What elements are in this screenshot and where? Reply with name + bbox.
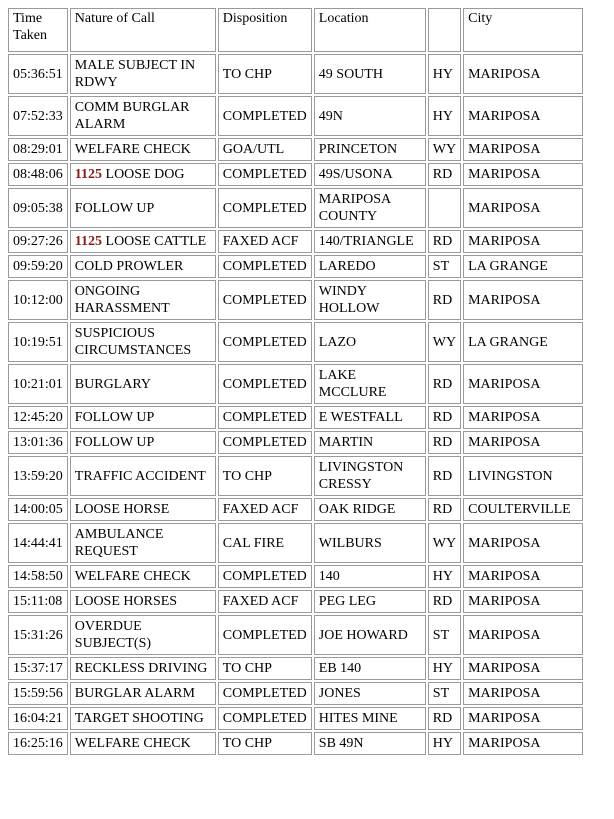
cell-city: MARIPOSA: [463, 657, 583, 680]
table-row: [8, 707, 583, 730]
nature-text: COLD PROWLER: [74, 259, 184, 274]
nature-text: TARGET SHOOTING: [74, 711, 204, 726]
cell-disposition: COMPLETED: [218, 615, 312, 655]
cell-street-type: HY: [428, 96, 461, 136]
table-row: [8, 406, 583, 429]
cell-city: MARIPOSA: [463, 406, 583, 429]
cell-disposition: FAXED ACF: [218, 590, 312, 613]
table-row: [8, 565, 583, 588]
cell-location: 140: [314, 565, 426, 588]
nature-text: FOLLOW UP: [74, 435, 155, 450]
table-row: [8, 255, 583, 278]
nature-text: MALE SUBJECT IN RDWY: [74, 58, 196, 90]
cell-nature: [70, 498, 216, 521]
table-row: [8, 138, 583, 161]
cell-time: 10:21:01: [8, 364, 68, 404]
cell-street-type: RD: [428, 364, 461, 404]
cell-city: MARIPOSA: [463, 682, 583, 705]
table-row: [8, 732, 583, 755]
nature-text: BURGLAR ALARM: [74, 686, 195, 701]
cell-time: 14:44:41: [8, 523, 68, 563]
cell-disposition: COMPLETED: [218, 406, 312, 429]
nature-text: WELFARE CHECK: [74, 142, 191, 157]
cell-disposition: COMPLETED: [218, 707, 312, 730]
nature-text: LOOSE HORSES: [74, 594, 178, 609]
table-row: [8, 188, 583, 228]
nature-text: BURGLARY: [74, 376, 152, 392]
cell-street-type: ST: [428, 615, 461, 655]
table-row: [8, 230, 583, 253]
cell-city: MARIPOSA: [463, 523, 583, 563]
cell-nature: [70, 322, 216, 362]
cell-location: OAK RIDGE: [314, 498, 426, 521]
cell-street-type: RD: [428, 498, 461, 521]
header-street-type: [428, 8, 461, 52]
cell-nature: [70, 255, 216, 278]
cell-street-type: RD: [428, 431, 461, 454]
table-row: [8, 322, 583, 362]
cell-disposition: TO CHP: [218, 456, 312, 496]
table-row: [8, 96, 583, 136]
cell-location: 49 SOUTH: [314, 54, 426, 94]
header-city: City: [463, 8, 583, 52]
cell-time: 15:11:08: [8, 590, 68, 613]
cell-location: E WESTFALL: [314, 406, 426, 429]
cell-time: 13:01:36: [8, 431, 68, 454]
cell-time: 14:58:50: [8, 565, 68, 588]
cell-time: 15:31:26: [8, 615, 68, 655]
cell-disposition: COMPLETED: [218, 163, 312, 186]
nature-text: FOLLOW UP: [74, 410, 155, 425]
cell-disposition: TO CHP: [218, 732, 312, 755]
cell-street-type: HY: [428, 54, 461, 94]
cell-city: LA GRANGE: [463, 322, 583, 362]
cell-disposition: TO CHP: [218, 54, 312, 94]
cell-street-type: ST: [428, 255, 461, 278]
cell-nature: [70, 615, 216, 655]
cell-time: 10:19:51: [8, 322, 68, 362]
cell-city: MARIPOSA: [463, 707, 583, 730]
header-row: [8, 8, 583, 52]
header-nature: Nature of Call: [70, 8, 216, 52]
cell-location: 49N: [314, 96, 426, 136]
cell-location: JONES: [314, 682, 426, 705]
cell-disposition: COMPLETED: [218, 280, 312, 320]
nature-text: COMM BURGLAR ALARM: [74, 100, 190, 132]
cell-nature: [70, 657, 216, 680]
call-log-table: [6, 6, 585, 757]
cell-disposition: COMPLETED: [218, 364, 312, 404]
cell-street-type: ST: [428, 682, 461, 705]
nature-text: AMBULANCE REQUEST: [74, 527, 164, 559]
nature-text: WELFARE CHECK: [74, 569, 191, 584]
cell-nature: [70, 364, 216, 404]
cell-disposition: CAL FIRE: [218, 523, 312, 563]
cell-time: 10:12:00: [8, 280, 68, 320]
cell-time: 15:59:56: [8, 682, 68, 705]
cell-location: 140/TRIANGLE: [314, 230, 426, 253]
cell-city: LA GRANGE: [463, 255, 583, 278]
cell-nature: [70, 188, 216, 228]
cell-nature: [70, 230, 216, 253]
cell-nature: [70, 54, 216, 94]
cell-disposition: FAXED ACF: [218, 498, 312, 521]
cell-street-type: HY: [428, 657, 461, 680]
cell-nature: [70, 280, 216, 320]
cell-location: MARTIN: [314, 431, 426, 454]
cell-time: 15:37:17: [8, 657, 68, 680]
cell-nature: [70, 523, 216, 563]
cell-street-type: RD: [428, 456, 461, 496]
call-code: 1125: [74, 234, 103, 249]
cell-city: MARIPOSA: [463, 280, 583, 320]
cell-time: 16:04:21: [8, 707, 68, 730]
cell-street-type: [428, 188, 461, 228]
table-row: [8, 523, 583, 563]
cell-city: MARIPOSA: [463, 565, 583, 588]
cell-disposition: COMPLETED: [218, 96, 312, 136]
cell-nature: [70, 163, 216, 186]
cell-street-type: RD: [428, 230, 461, 253]
cell-disposition: COMPLETED: [218, 682, 312, 705]
cell-street-type: RD: [428, 590, 461, 613]
cell-disposition: GOA/UTL: [218, 138, 312, 161]
cell-nature: [70, 96, 216, 136]
cell-time: 14:00:05: [8, 498, 68, 521]
table-row: [8, 431, 583, 454]
cell-location: LAREDO: [314, 255, 426, 278]
header-time: Time Taken: [8, 8, 68, 52]
header-disposition: Disposition: [218, 8, 312, 52]
table-row: [8, 657, 583, 680]
cell-city: MARIPOSA: [463, 163, 583, 186]
cell-location: PEG LEG: [314, 590, 426, 613]
cell-city: MARIPOSA: [463, 230, 583, 253]
cell-location: WINDY HOLLOW: [314, 280, 426, 320]
cell-street-type: WY: [428, 322, 461, 362]
table-row: [8, 615, 583, 655]
cell-disposition: COMPLETED: [218, 431, 312, 454]
cell-street-type: WY: [428, 523, 461, 563]
cell-city: MARIPOSA: [463, 732, 583, 755]
cell-nature: [70, 138, 216, 161]
cell-city: MARIPOSA: [463, 138, 583, 161]
table-row: [8, 54, 583, 94]
cell-city: MARIPOSA: [463, 590, 583, 613]
cell-nature: [70, 682, 216, 705]
cell-location: HITES MINE: [314, 707, 426, 730]
cell-city: MARIPOSA: [463, 96, 583, 136]
cell-time: 08:48:06: [8, 163, 68, 186]
table-row: [8, 456, 583, 496]
cell-time: 09:05:38: [8, 188, 68, 228]
cell-city: MARIPOSA: [463, 54, 583, 94]
cell-time: 08:29:01: [8, 138, 68, 161]
cell-city: COULTERVILLE: [463, 498, 583, 521]
cell-disposition: COMPLETED: [218, 255, 312, 278]
cell-location: PRINCETON: [314, 138, 426, 161]
cell-nature: [70, 707, 216, 730]
cell-location: LAKE MCCLURE: [314, 364, 426, 404]
cell-time: 13:59:20: [8, 456, 68, 496]
cell-location: 49S/USONA: [314, 163, 426, 186]
cell-nature: [70, 406, 216, 429]
cell-street-type: RD: [428, 707, 461, 730]
cell-time: 05:36:51: [8, 54, 68, 94]
cell-location: LAZO: [314, 322, 426, 362]
cell-street-type: HY: [428, 732, 461, 755]
nature-text: WELFARE CHECK: [74, 736, 191, 751]
nature-text: LOOSE HORSE: [74, 502, 170, 517]
cell-location: SB 49N: [314, 732, 426, 755]
cell-location: LIVINGSTON CRESSY: [314, 456, 426, 496]
table-row: [8, 682, 583, 705]
cell-street-type: RD: [428, 406, 461, 429]
cell-nature: [70, 456, 216, 496]
cell-city: MARIPOSA: [463, 615, 583, 655]
call-code: 1125: [74, 167, 103, 182]
cell-disposition: COMPLETED: [218, 565, 312, 588]
cell-nature: [70, 590, 216, 613]
cell-city: MARIPOSA: [463, 364, 583, 404]
nature-text: OVERDUE SUBJECT(S): [74, 619, 152, 651]
cell-time: 07:52:33: [8, 96, 68, 136]
nature-text: LOOSE DOG: [105, 167, 185, 182]
cell-disposition: COMPLETED: [218, 188, 312, 228]
cell-location: EB 140: [314, 657, 426, 680]
nature-text: TRAFFIC ACCIDENT: [74, 468, 206, 484]
cell-street-type: WY: [428, 138, 461, 161]
cell-street-type: RD: [428, 163, 461, 186]
header-location: Location: [314, 8, 426, 52]
cell-disposition: FAXED ACF: [218, 230, 312, 253]
cell-street-type: RD: [428, 280, 461, 320]
nature-text: LOOSE CATTLE: [105, 234, 207, 249]
table-row: [8, 280, 583, 320]
cell-street-type: HY: [428, 565, 461, 588]
cell-location: MARIPOSA COUNTY: [314, 188, 426, 228]
cell-city: MARIPOSA: [463, 188, 583, 228]
cell-time: 09:59:20: [8, 255, 68, 278]
nature-text: RECKLESS DRIVING: [74, 661, 208, 676]
cell-nature: [70, 565, 216, 588]
table-row: [8, 163, 583, 186]
cell-disposition: TO CHP: [218, 657, 312, 680]
table-row: [8, 590, 583, 613]
cell-location: JOE HOWARD: [314, 615, 426, 655]
table-row: [8, 498, 583, 521]
nature-text: ONGOING HARASSMENT: [74, 284, 170, 316]
cell-nature: [70, 431, 216, 454]
table-row: [8, 364, 583, 404]
cell-time: 09:27:26: [8, 230, 68, 253]
cell-location: WILBURS: [314, 523, 426, 563]
nature-text: FOLLOW UP: [74, 200, 155, 216]
cell-nature: [70, 732, 216, 755]
cell-disposition: COMPLETED: [218, 322, 312, 362]
cell-time: 12:45:20: [8, 406, 68, 429]
cell-city: MARIPOSA: [463, 431, 583, 454]
nature-text: SUSPICIOUS CIRCUMSTANCES: [74, 326, 192, 358]
cell-city: LIVINGSTON: [463, 456, 583, 496]
cell-time: 16:25:16: [8, 732, 68, 755]
